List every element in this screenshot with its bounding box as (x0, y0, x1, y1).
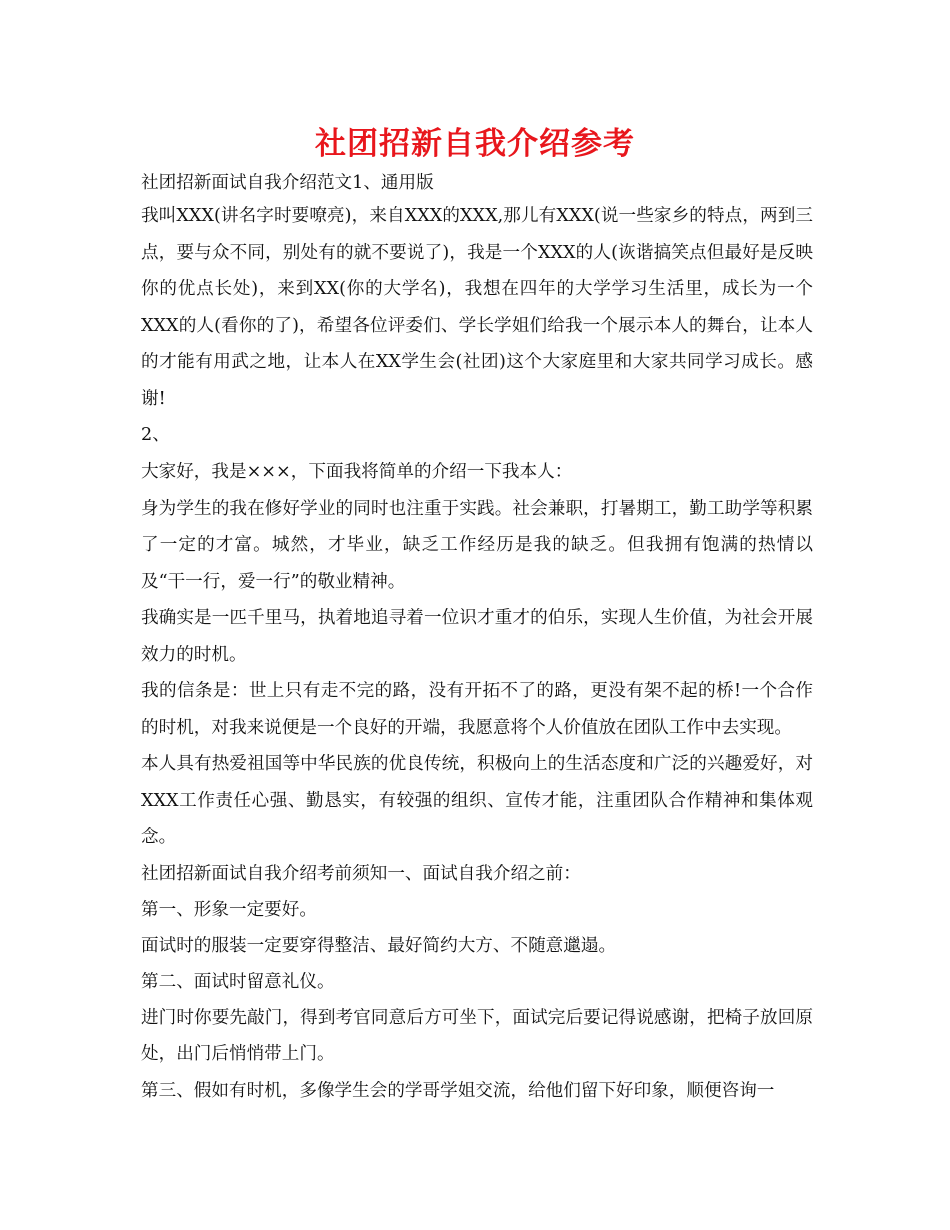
paragraph-3: 2、 (141, 425, 170, 445)
paragraph-6: 我确实是一匹千里马，执着地追寻着一位识才重才的伯乐，实现人生价值，为社会开展效力的时机。 (141, 608, 813, 665)
paragraph-4: 大家好，我是×××，下面我将简单的介绍一下我本人： (141, 461, 573, 482)
paragraph-7: 我的信条是：世上只有走不完的路，没有开拓不了的路，更没有架不起的桥!一个合作的时机，对我来说便是一个良好的开端，我愿意将个人价值放在团队工作中去实现。 (141, 681, 813, 738)
paragraph-9: 社团招新面试自我介绍考前须知一、面试自我介绍之前： (141, 863, 581, 884)
paragraph-11: 面试时的服装一定要穿得整洁、最好简约大方、不随意邋遢。 (141, 935, 617, 956)
document-title: 社团招新自我介绍参考 (315, 126, 635, 162)
paragraph-5: 身为学生的我在修好学业的同时也注重于实践。社会兼职，打暑期工，勤工助学等积累了一定的才富。城然，才毕业，缺乏工作经历是我的缺乏。但我拥有饱满的热情以及“干一行，爱一行”的敬业精神。 (141, 498, 813, 592)
paragraph-2: 我叫XXX(讲名字时要嘹亮)，来自XXX的XXX,那儿有XXX(说一些家乡的特点，两到三点，要与众不同，别处有的就不要说了)，我是一个XXX的人(诙谐搞笑点但最好是反映你的优点长处)，来到XX(你的大学名)，我想在四年的大学学习生活里，成长为一个XXX的人(看你的了)，希望各位评委们、学长学姐们给我一个展示本人的舞台，让本人的才能有用武之地，让本人在XX学生会(社团)这个大家庭里和大家共同学习成长。感谢! (141, 206, 813, 409)
paragraph-12: 第二、面试时留意礼仪。 (141, 971, 335, 992)
document-body (141, 168, 813, 1109)
paragraph-8: 本人具有热爱祖国等中华民族的优良传统，积极向上的生活态度和广泛的兴趣爱好，对XXX工作责任心强、勤恳实，有较强的组织、宣传才能，注重团队合作精神和集体观念。 (141, 754, 813, 847)
paragraph-13: 进门时你要先敲门，得到考官同意后方可坐下，面试完后要记得说感谢，把椅子放回原处，出门后悄悄带上门。 (141, 1007, 813, 1064)
paragraph-10: 第一、形象一定要好。 (141, 899, 317, 920)
paragraph-1: 社团招新面试自我介绍范文1、通用版 (141, 173, 434, 193)
paragraph-14: 第三、假如有时机，多像学生会的学哥学姐交流，给他们留下好印象，顺便咨询一 (141, 1080, 775, 1101)
